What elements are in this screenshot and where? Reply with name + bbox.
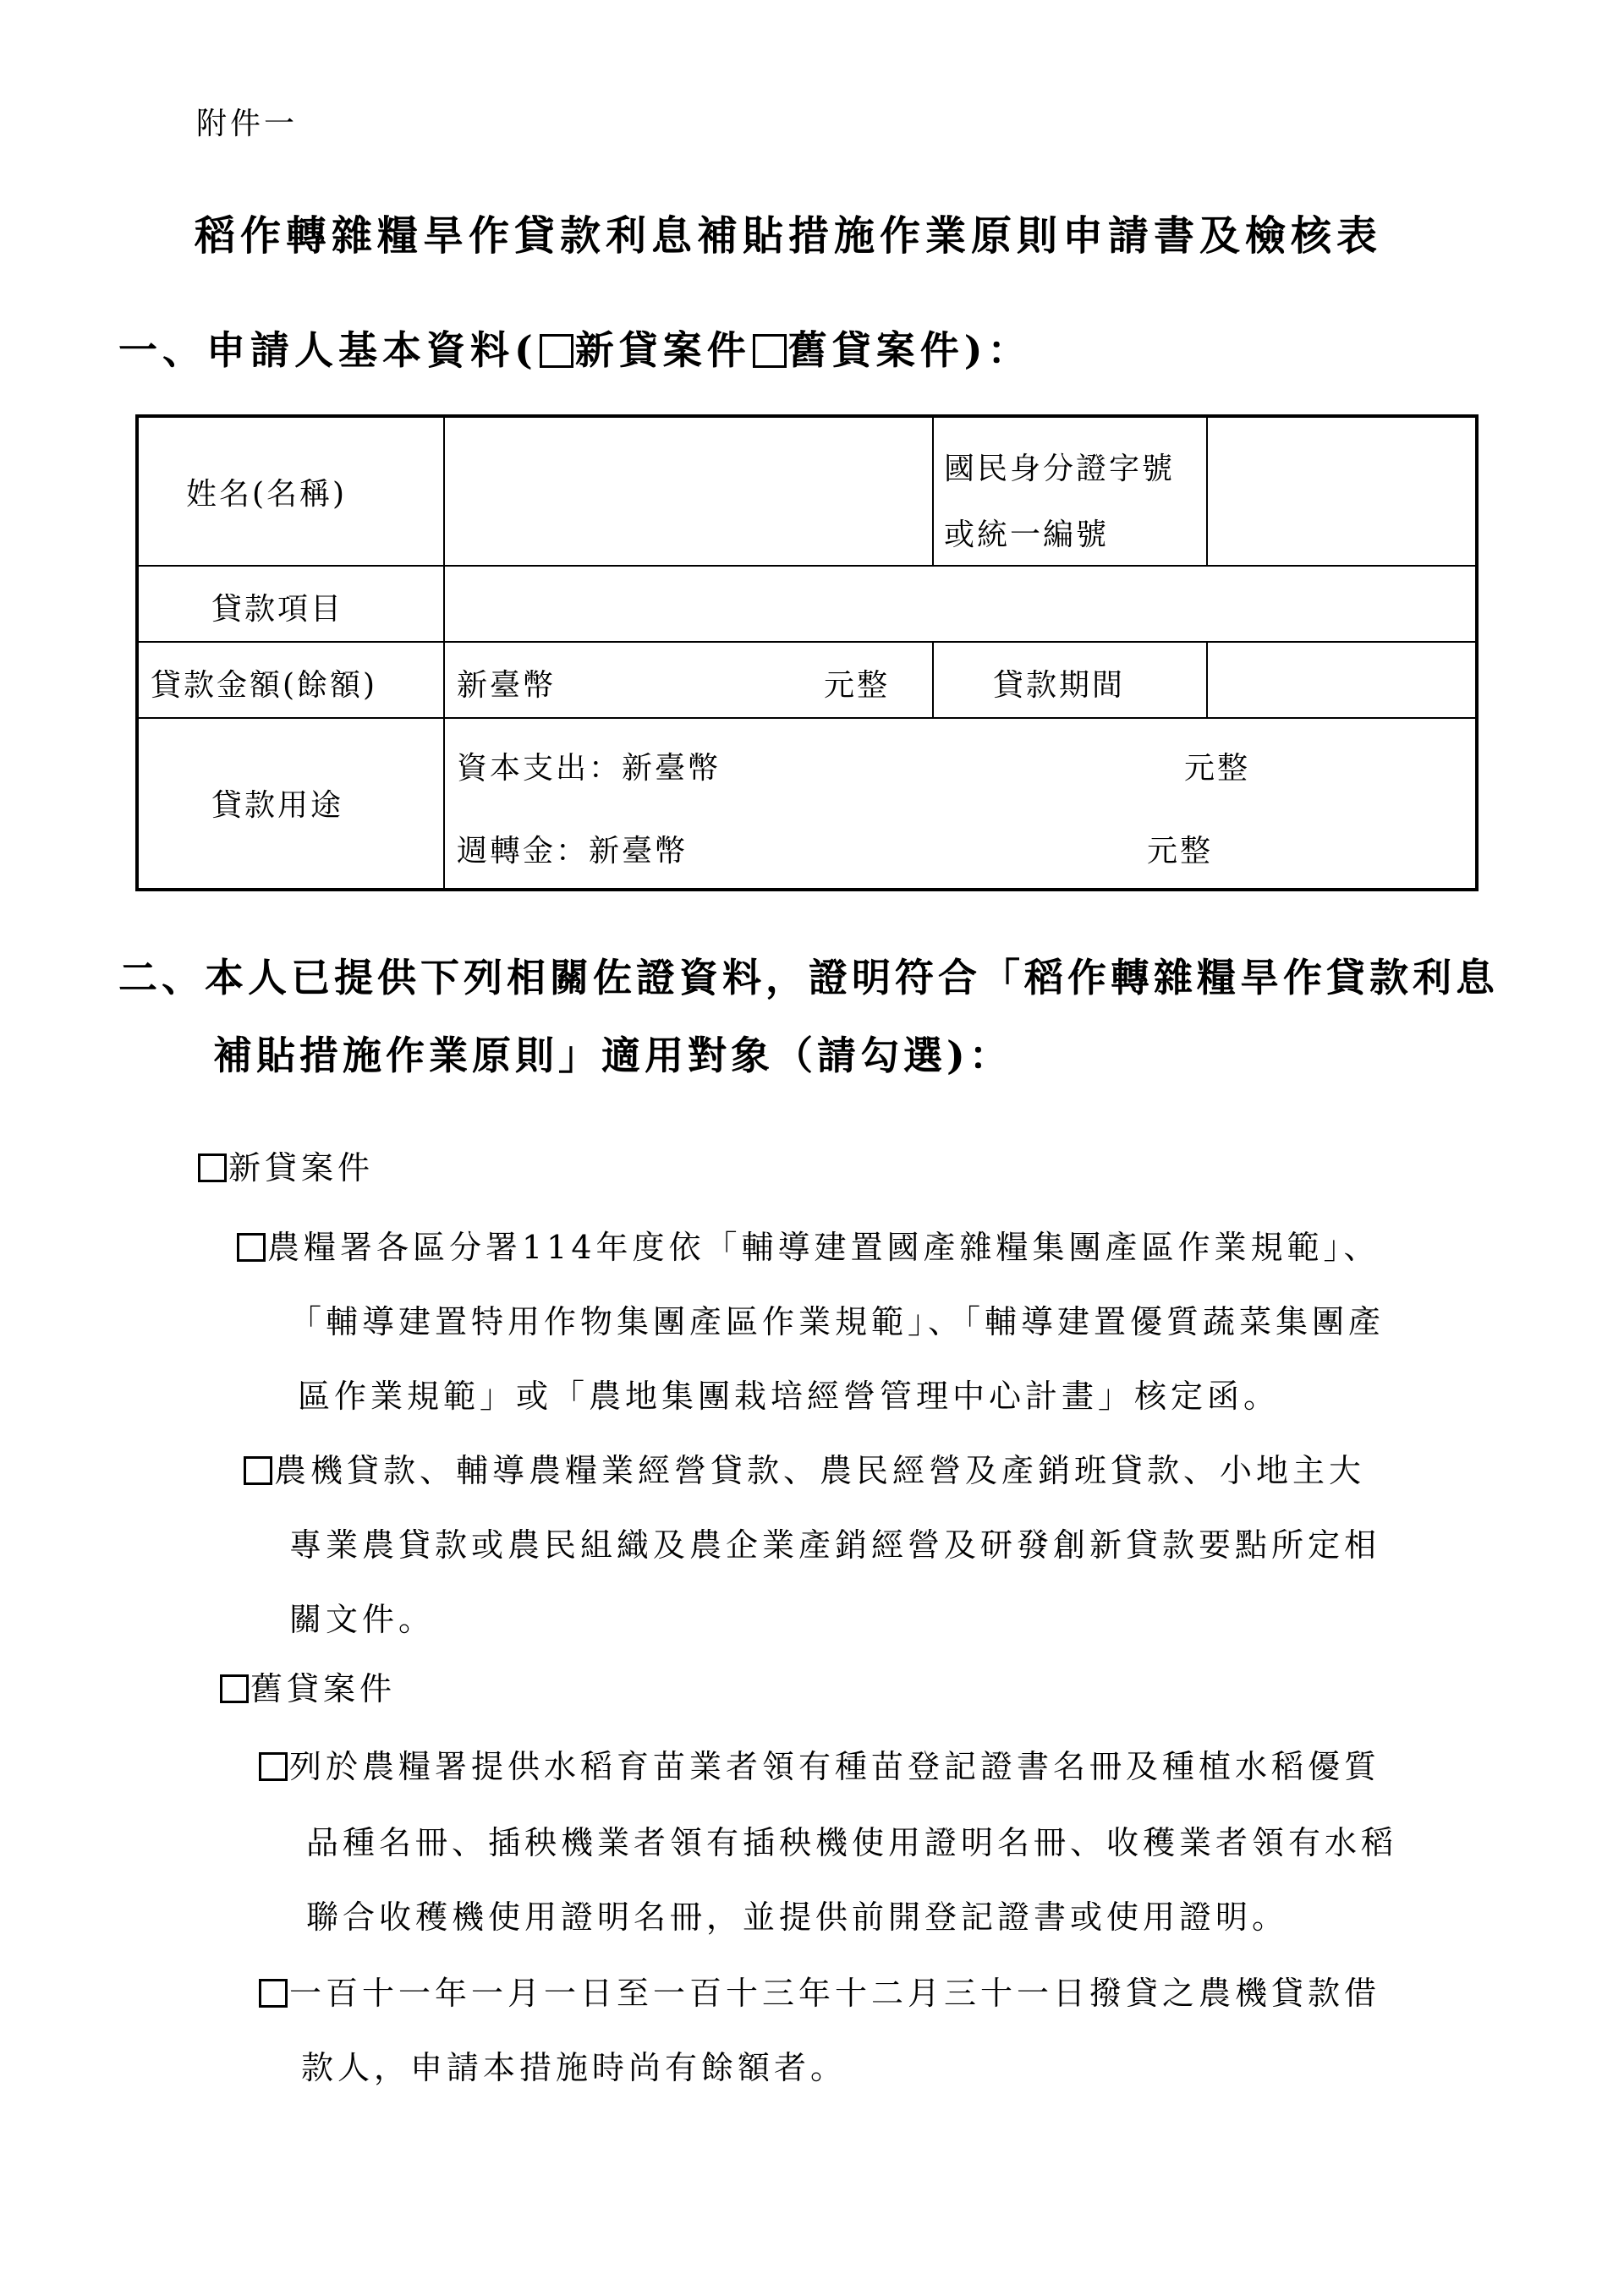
table-row-divider [139,641,1475,643]
applicant-info-table [135,414,1479,891]
new-case-checkbox[interactable] [198,1153,227,1182]
old-case-item2-line2: 款人，申請本措施時尚有餘額者。 [301,2049,848,2086]
new-loan-option-label: 新貸案件 [574,327,751,373]
old-case-label: 舊貸案件 [250,1670,397,1707]
section-2-heading-line2: 補貼措施作業原則」適用對象（請勾選)： [213,1033,1012,1078]
new-case-item2-text: 農機貸款、輔導農糧業經營貸款、農民經營及產銷班貸款、小地主大 [274,1452,1366,1489]
new-case-item1-line3: 區作業規範」或「農地集團栽培經營管理中心計畫」核定函。 [298,1378,1281,1415]
table-col-divider [443,418,445,888]
loan-period-label: 貸款期間 [993,668,1126,703]
new-case-item1-line1 [235,1221,1380,1268]
loan-amount-currency: 新臺幣 [457,668,557,703]
loan-amount-unit: 元整 [824,668,891,703]
old-loan-option-label: 舊貸案件 [787,327,964,373]
table-col-divider [932,418,934,565]
loan-item-label: 貸款項目 [211,592,344,627]
old-case-group-label [218,1663,396,1709]
old-case-item1-line1 [257,1740,1380,1787]
new-case-item2-line2: 專業農貸款或農民組織及農企業產銷經營及研發創新貸款要點所定相 [289,1526,1381,1564]
id-label-line1: 國民身分證字號 [944,452,1176,486]
working-capital-unit: 元整 [1147,834,1214,869]
section-1-prefix: 一、申請人基本資料( [118,327,538,373]
table-row-divider [139,717,1475,719]
id-label-line2: 或統一編號 [944,518,1110,552]
new-case-item2-line3: 關文件。 [289,1601,436,1638]
old-case-item1-line2: 品種名冊、插秧機業者領有插秧機使用證明名冊、收穫業者領有水稻 [306,1824,1398,1861]
section-1-suffix: )： [963,327,1032,373]
old-case-checkbox[interactable] [220,1674,249,1703]
table-col-divider [1206,418,1208,565]
new-case-group-label [196,1142,374,1188]
section-2-heading-line1: 二、本人已提供下列相關佐證資料，證明符合「稻作轉雜糧旱作貸款利息 [118,955,1499,1000]
loan-amount-label: 貸款金額(餘額) [151,668,378,703]
new-case-label: 新貸案件 [228,1149,375,1186]
section-1-heading [118,320,1032,375]
table-col-divider [932,641,934,717]
new-loan-checkbox[interactable] [540,334,573,368]
table-col-divider [1206,641,1208,717]
old-case-item2-line1 [257,1967,1380,2014]
old-case-item2-text: 一百十一年一月一日至一百十三年十二月三十一日撥貸之農機貸款借 [289,1975,1381,2012]
document-title: 稻作轉雜糧旱作貸款利息補貼措施作業原則申請書及檢核表 [195,212,1383,260]
loan-purpose-label: 貸款用途 [211,788,344,823]
name-field[interactable] [447,421,929,562]
loan-item-field[interactable] [447,568,1472,639]
capital-expenditure-label: 資本支出：新臺幣 [457,751,721,786]
name-label: 姓名(名稱) [186,477,348,512]
working-capital-label: 週轉金：新臺幣 [457,834,689,869]
new-case-item2-checkbox[interactable] [244,1456,272,1485]
new-case-item1-line2: 「輔導建置特用作物集團產區作業規範」、「輔導建置優質蔬菜集團產 [289,1303,1385,1340]
old-case-item2-checkbox[interactable] [259,1979,288,2008]
new-case-item1-text: 農糧署各區分署114年度依「輔導建置國產雜糧集團產區作業規範」、 [267,1229,1380,1266]
old-case-item1-text: 列於農糧署提供水稻育苗業者領有種苗登記證書名冊及種植水稻優質 [289,1748,1381,1785]
old-loan-checkbox[interactable] [753,334,787,368]
id-number-field[interactable] [1210,421,1472,562]
old-case-item1-line3: 聯合收穫機使用證明名冊，並提供前開登記證書或使用證明。 [306,1899,1289,1936]
table-row-divider [139,565,1475,567]
loan-period-field[interactable] [1210,644,1472,715]
new-case-item2-line1 [242,1444,1365,1491]
attachment-label: 附件一 [196,107,299,141]
capital-expenditure-unit: 元整 [1184,751,1251,786]
old-case-item1-checkbox[interactable] [259,1752,288,1781]
new-case-item1-checkbox[interactable] [237,1233,266,1262]
